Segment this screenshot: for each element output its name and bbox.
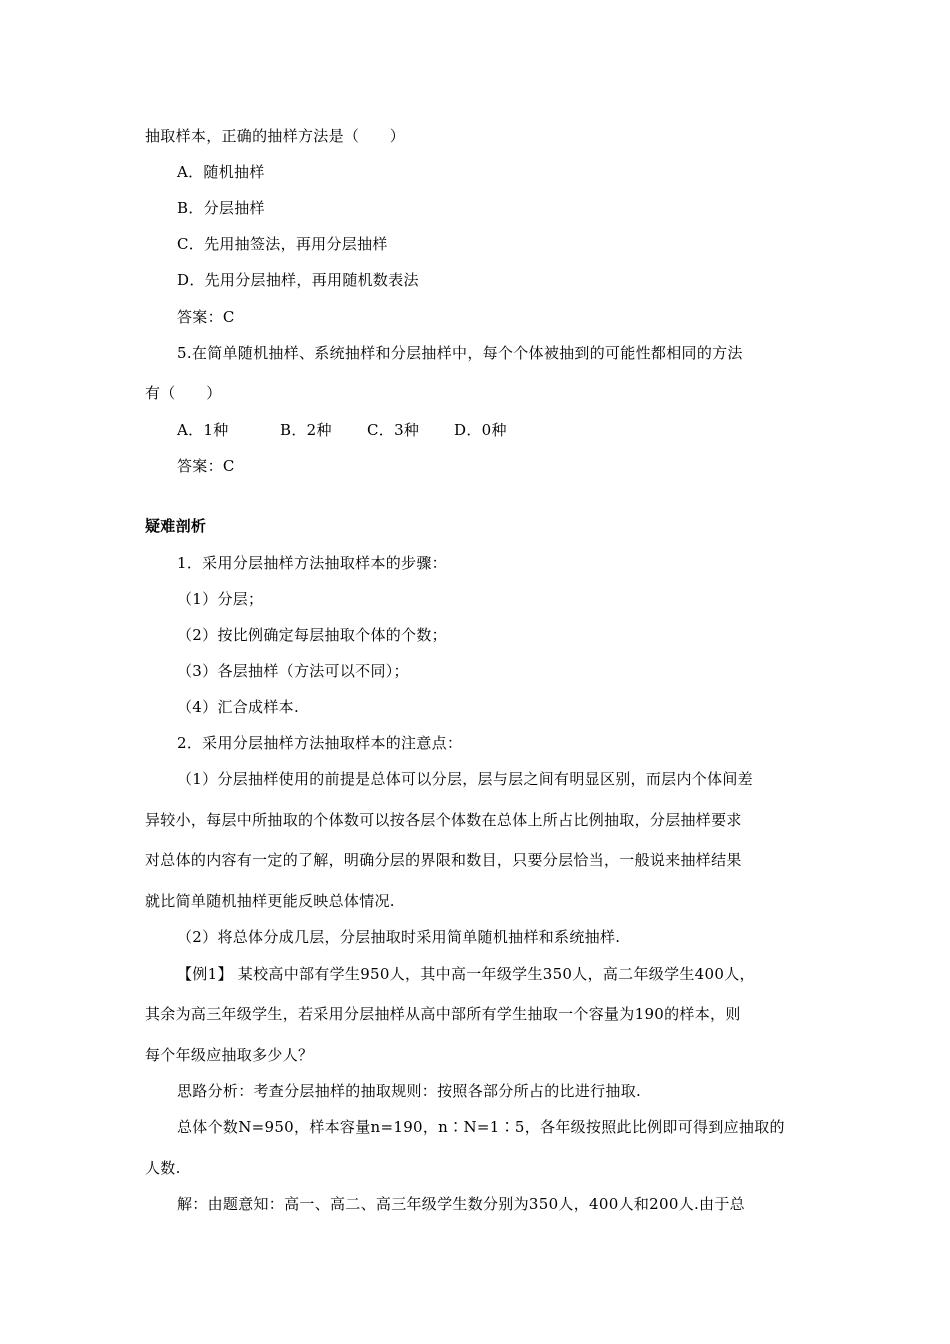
note1-line2: 异较小，每层中所抽取的个体数可以按各层个体数在总体上所占比例抽取，分层抽样要求: [145, 811, 742, 829]
q4-option-c: C．先用抽签法，再用分层抽样: [177, 235, 388, 253]
note1-line4: 就比简单随机抽样更能反映总体情况.: [145, 892, 395, 910]
example-line3: 每个年级应抽取多少人？: [145, 1046, 314, 1064]
q4-stem-tail: 抽取样本，正确的抽样方法是（ ）: [145, 127, 406, 145]
q4-option-a: A．随机抽样: [177, 163, 265, 181]
note2: （2）将总体分成几层，分层抽取时采用简单随机抽样和系统抽样.: [177, 928, 621, 946]
note1-line1: （1）分层抽样使用的前提是总体可以分层，层与层之间有明显区别，而层内个体间差: [177, 770, 753, 788]
q5-option-d: D．0种: [454, 421, 507, 439]
analysis-step2: （2）按比例确定每层抽取个体的个数；: [177, 626, 447, 644]
analysis-step3: （3）各层抽样（方法可以不同）；: [177, 662, 409, 680]
q5-stem-line1: 5.在简单随机抽样、系统抽样和分层抽样中，每个个体被抽到的可能性都相同的方法: [177, 344, 743, 362]
q5-option-b: B．2种: [280, 421, 332, 439]
analysis-step1: （1）分层；: [177, 590, 264, 608]
example-line1: 【例1】 某校高中部有学生950人，其中高一年级学生350人，高二年级学生400人，: [177, 965, 755, 983]
example-solution: 解：由题意知：高一、高二、高三年级学生数分别为350人，400人和200人.由于总: [177, 1195, 745, 1213]
analysis-item2: 2．采用分层抽样方法抽取样本的注意点：: [177, 734, 463, 752]
note1-line3: 对总体的内容有一定的了解，明确分层的界限和数目，只要分层恰当，一般说来抽样结果: [145, 851, 742, 869]
section-heading: 疑难剖析: [145, 517, 207, 535]
example-total-line2: 人数.: [145, 1159, 181, 1177]
example-line2: 其余为高三年级学生，若采用分层抽样从高中部所有学生抽取一个容量为190的样本，则: [145, 1005, 741, 1023]
q5-stem-line2: 有（ ）: [145, 384, 222, 402]
analysis-step4: （4）汇合成样本.: [177, 698, 300, 716]
q4-option-b: B．分层抽样: [177, 199, 265, 217]
q4-answer: 答案：C: [177, 308, 235, 326]
q5-option-c: C．3种: [367, 421, 420, 439]
example-thinking: 思路分析：考查分层抽样的抽取规则：按照各部分所占的比进行抽取.: [177, 1082, 642, 1100]
example-total-line1: 总体个数N=950，样本容量n=190，n∶N=1∶5，各年级按照此比例即可得到应抽取的: [177, 1118, 785, 1136]
q5-option-a: A．1种: [177, 421, 229, 439]
q5-options: [177, 420, 507, 440]
q5-answer: 答案：C: [177, 457, 235, 475]
analysis-item1: 1．采用分层抽样方法抽取样本的步骤：: [177, 554, 447, 572]
q4-option-d: D．先用分层抽样，再用随机数表法: [177, 271, 419, 289]
